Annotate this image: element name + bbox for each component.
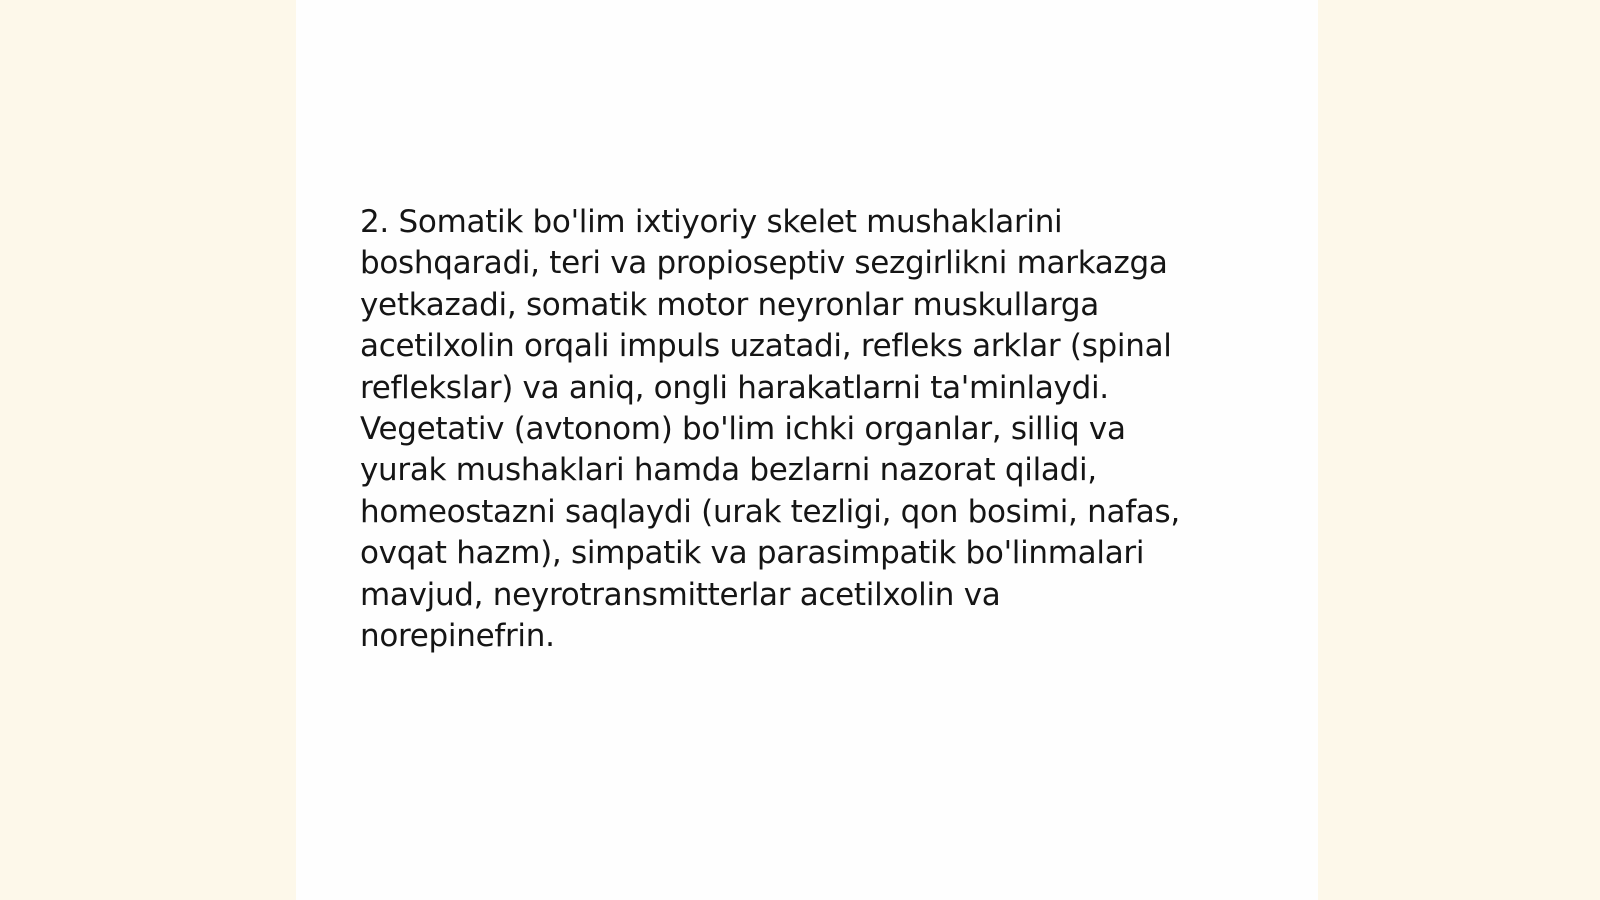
text-line: 2. Somatik bo'lim ixtiyoriy skelet mushaklarini xyxy=(360,204,1063,240)
text-line: norepinefrin. xyxy=(360,618,555,655)
body-text xyxy=(360,202,1240,657)
slide-page xyxy=(296,0,1318,900)
text-line: homeostazni saqlaydi (urak tezligi, qon bosimi, nafas, xyxy=(360,493,1180,530)
text-line: mavjud, neyrotransmitterlar acetilxolin va xyxy=(360,576,1001,613)
text-line: reflekslar) va aniq, ongli harakatlarni ta'minlaydi. xyxy=(360,369,1109,406)
text-line: boshqaradi, teri va propioseptiv sezgirlikni markazga xyxy=(360,245,1168,282)
text-line: Vegetativ (avtonom) bo'lim ichki organlar, silliq va xyxy=(360,411,1126,448)
text-line: yurak mushaklari hamda bezlarni nazorat qiladi, xyxy=(360,452,1097,489)
text-line: ovqat hazm), simpatik va parasimpatik bo'linmalari xyxy=(360,535,1145,572)
text-line: yetkazadi, somatik motor neyronlar muskullarga xyxy=(360,286,1099,323)
text-line: acetilxolin orqali impuls uzatadi, refleks arklar (spinal xyxy=(360,328,1172,365)
